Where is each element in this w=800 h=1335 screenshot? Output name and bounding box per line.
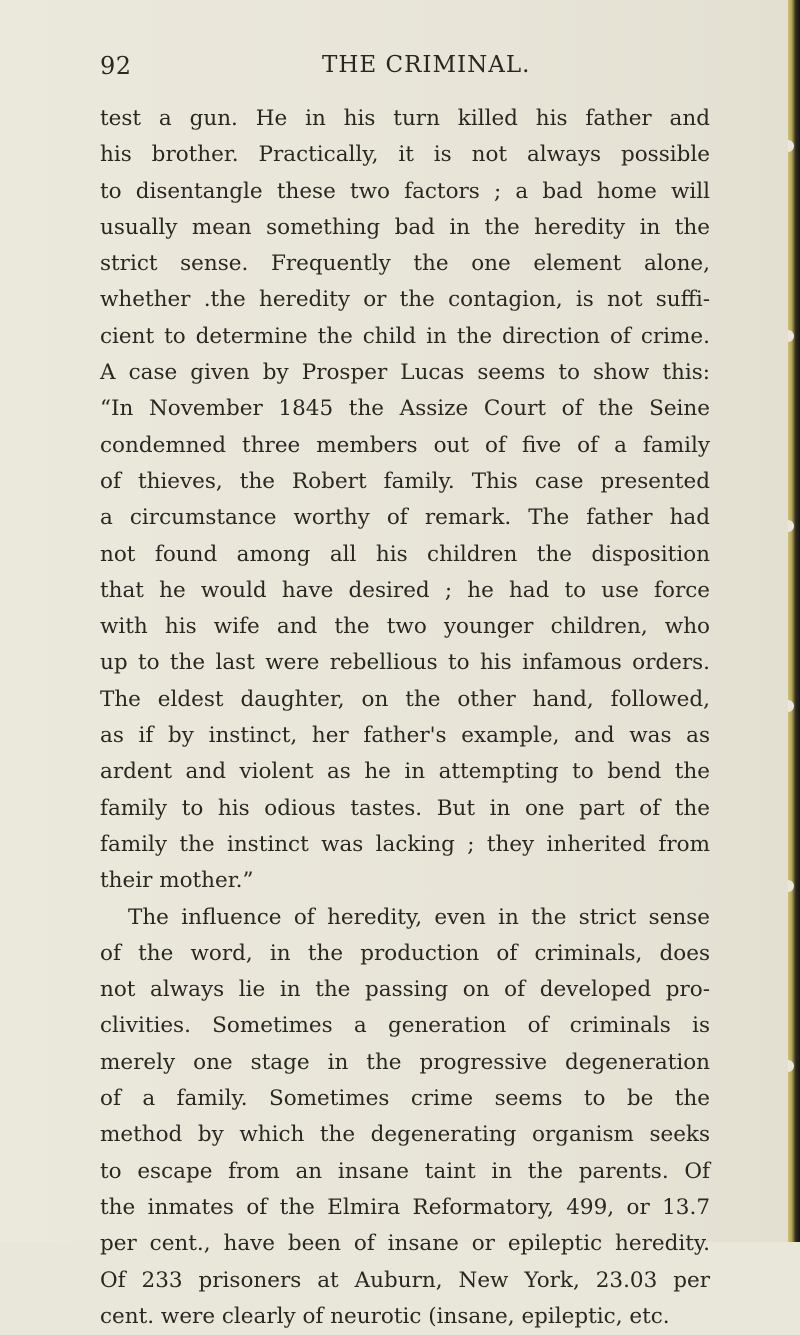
text-line: The influence of heredity, even in the strict sense xyxy=(128,904,710,930)
text-line: not found among all his children the disposition xyxy=(100,541,710,567)
text-line: up to the last were rebellious to his infamous orders. xyxy=(100,650,710,676)
text-line: of a family. Sometimes crime seems to be the xyxy=(100,1086,710,1112)
edge-nick xyxy=(788,1060,794,1072)
text-line: to escape from an insane taint in the parents. Of xyxy=(100,1158,710,1184)
text-line: condemned three members out of five of a family xyxy=(100,432,710,458)
text-line: family to his odious tastes. But in one part of the xyxy=(100,795,710,821)
text-line: their mother.” xyxy=(100,868,254,894)
running-head: THE CRIMINAL. xyxy=(322,52,531,78)
text-line: family the instinct was lacking ; they inherited from xyxy=(100,831,710,857)
text-line: Of 233 prisoners at Auburn, New York, 23.03 per xyxy=(100,1267,710,1293)
text-line: method by which the degenerating organism seeks xyxy=(100,1122,710,1148)
text-line: not always lie in the passing on of developed pro- xyxy=(100,977,710,1003)
text-line: to disentangle these two factors ; a bad home will xyxy=(100,178,710,204)
text-line: cent. were clearly of neurotic (insane, epileptic, etc. xyxy=(100,1303,670,1329)
text-line: a circumstance worthy of remark. The father had xyxy=(100,505,710,531)
text-line: The eldest daughter, on the other hand, followed, xyxy=(100,686,710,712)
edge-nick xyxy=(788,520,794,532)
page-number: 92 xyxy=(100,52,132,80)
text-line: usually mean something bad in the heredity in the xyxy=(100,214,710,240)
edge-nick xyxy=(788,330,794,342)
text-line: “In November 1845 the Assize Court of the Seine xyxy=(100,396,710,422)
text-line: of thieves, the Robert family. This case presented xyxy=(100,468,710,494)
text-line: A case given by Prosper Lucas seems to show this: xyxy=(100,360,710,386)
text-line: clivities. Sometimes a generation of criminals is xyxy=(100,1013,710,1039)
edge-nick xyxy=(788,880,794,892)
text-line: with his wife and the two younger children, who xyxy=(100,614,710,640)
edge-nick xyxy=(788,700,794,712)
text-line: that he would have desired ; he had to use force xyxy=(100,577,710,603)
text-line: of the word, in the production of criminals, does xyxy=(100,940,710,966)
text-line: merely one stage in the progressive degeneration xyxy=(100,1049,710,1075)
text-line: cient to determine the child in the direction of crime. xyxy=(100,323,710,349)
edge-nick xyxy=(788,140,794,152)
page-header xyxy=(100,52,720,86)
text-line: whether .the heredity or the contagion, is not suffi- xyxy=(100,287,710,313)
text-line: ardent and violent as he in attempting to bend the xyxy=(100,759,710,785)
text-line: the inmates of the Elmira Reformatory, 499, or 13.7 xyxy=(100,1194,710,1220)
text-line: strict sense. Frequently the one element alone, xyxy=(100,251,710,277)
text-line: as if by instinct, her father's example, and was as xyxy=(100,723,710,749)
text-line: his brother. Practically, it is not always possible xyxy=(100,142,710,168)
text-line: per cent., have been of insane or epileptic heredity. xyxy=(100,1231,710,1257)
text-line: test a gun. He in his turn killed his father and xyxy=(100,106,710,131)
body-text xyxy=(100,101,710,1335)
page-edge-strip xyxy=(788,0,800,1242)
